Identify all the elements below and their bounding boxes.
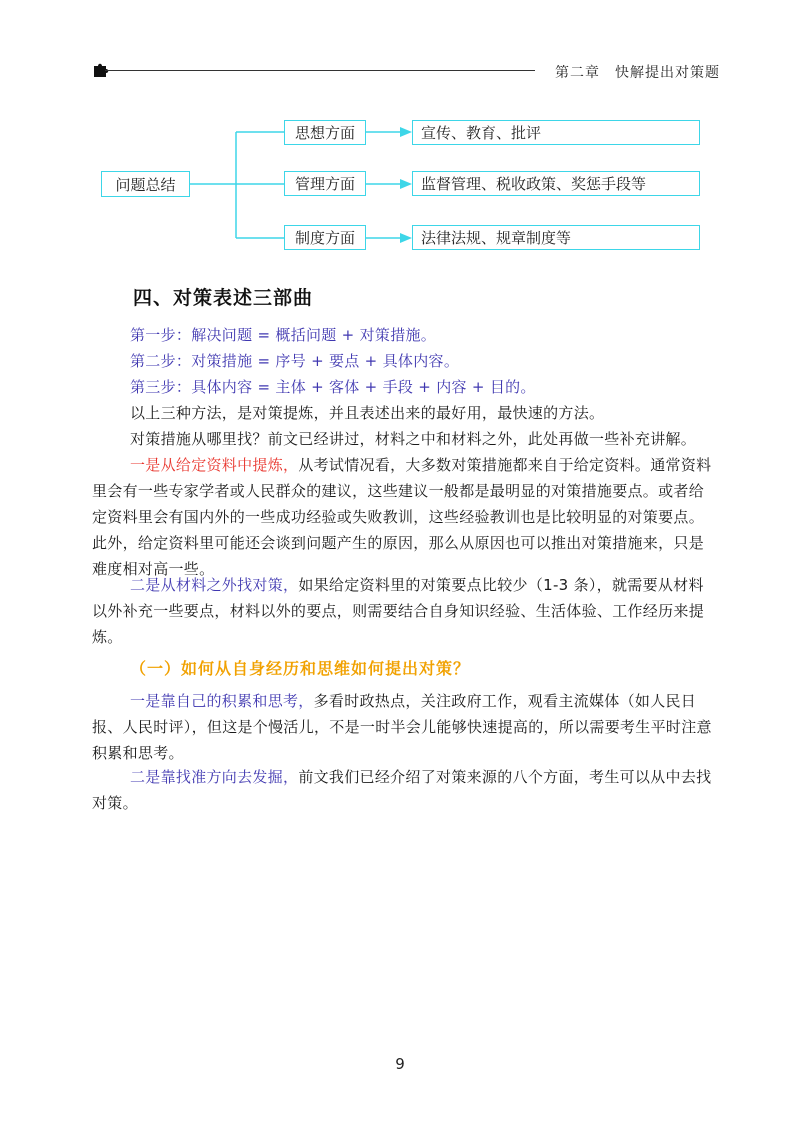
branch-box-system: 制度方面 (284, 225, 366, 250)
detail-box-management: 监督管理、税收政策、奖惩手段等 (412, 171, 700, 196)
lead-direction: 二是靠找准方向去发掘， (130, 768, 299, 786)
paragraph-accumulate (92, 688, 712, 766)
lead-outside-materials: 二是从材料之外找对策， (130, 576, 299, 594)
paragraph-methods: 以上三种方法，是对策提炼，并且表述出来的最好用，最快速的方法。 (130, 404, 605, 422)
branch-box-thought: 思想方面 (284, 120, 366, 145)
detail-box-thought: 宣传、教育、批评 (412, 120, 700, 145)
chapter-title: 第二章 快解提出对策题 (555, 65, 720, 81)
body-direction: 前文我们已经介绍了对策来源的八个方面，考生可以从中去找对策。 (92, 768, 712, 812)
paragraph-outside-materials (92, 572, 712, 650)
body-accumulate: 多看时政热点，关注政府工作，观看主流媒体（如人民日报、人民时评），但这是个慢活儿，不是一时半会儿能够快速提高的，所以需要考生平时注意积累和思考。 (92, 692, 712, 762)
section-heading: 四、对策表述三部曲 (133, 287, 314, 309)
step-two: 第二步：对策措施 = 序号 + 要点 + 具体内容。 (130, 352, 460, 370)
page-number: 9 (395, 1055, 405, 1073)
branch-box-management: 管理方面 (284, 171, 366, 196)
step-one: 第一步：解决问题 = 概括问题 + 对策措施。 (130, 326, 437, 344)
root-box: 问题总结 (101, 171, 190, 197)
lead-from-materials: 一是从给定资料中提炼， (130, 456, 299, 474)
body-from-materials: 从考试情况看，大多数对策措施都来自于给定资料。通常资料里会有一些专家学者或人民群众的建议，这些建议一般都是最明显的对策措施要点。或者给定资料里会有国内外的一些成功经验或失败教训，这些经验教训也是比较明显的对策要点。此外，给定资料里可能还会谈到问题产生的原因，那么从原因也可以推出对策措施来，只是难度相对高一些。 (92, 456, 712, 578)
step-three: 第三步：具体内容 = 主体 + 客体 + 手段 + 内容 + 目的。 (130, 378, 536, 396)
body-outside-materials: 如果给定资料里的对策要点比较少（1-3 条），就需要从材料以外补充一些要点，材料以外的要点，则需要结合自身知识经验、生活体验、工作经历来提炼。 (92, 576, 705, 646)
subheading-experience: （一）如何从自身经历和思维如何提出对策？ (130, 659, 471, 678)
paragraph-where-to-find: 对策措施从哪里找？前文已经讲过，材料之中和材料之外，此处再做一些补充讲解。 (130, 430, 697, 448)
paragraph-from-materials (92, 452, 712, 582)
paragraph-direction (92, 764, 712, 816)
detail-box-system: 法律法规、规章制度等 (412, 225, 700, 250)
lead-accumulate: 一是靠自己的积累和思考， (130, 692, 314, 710)
